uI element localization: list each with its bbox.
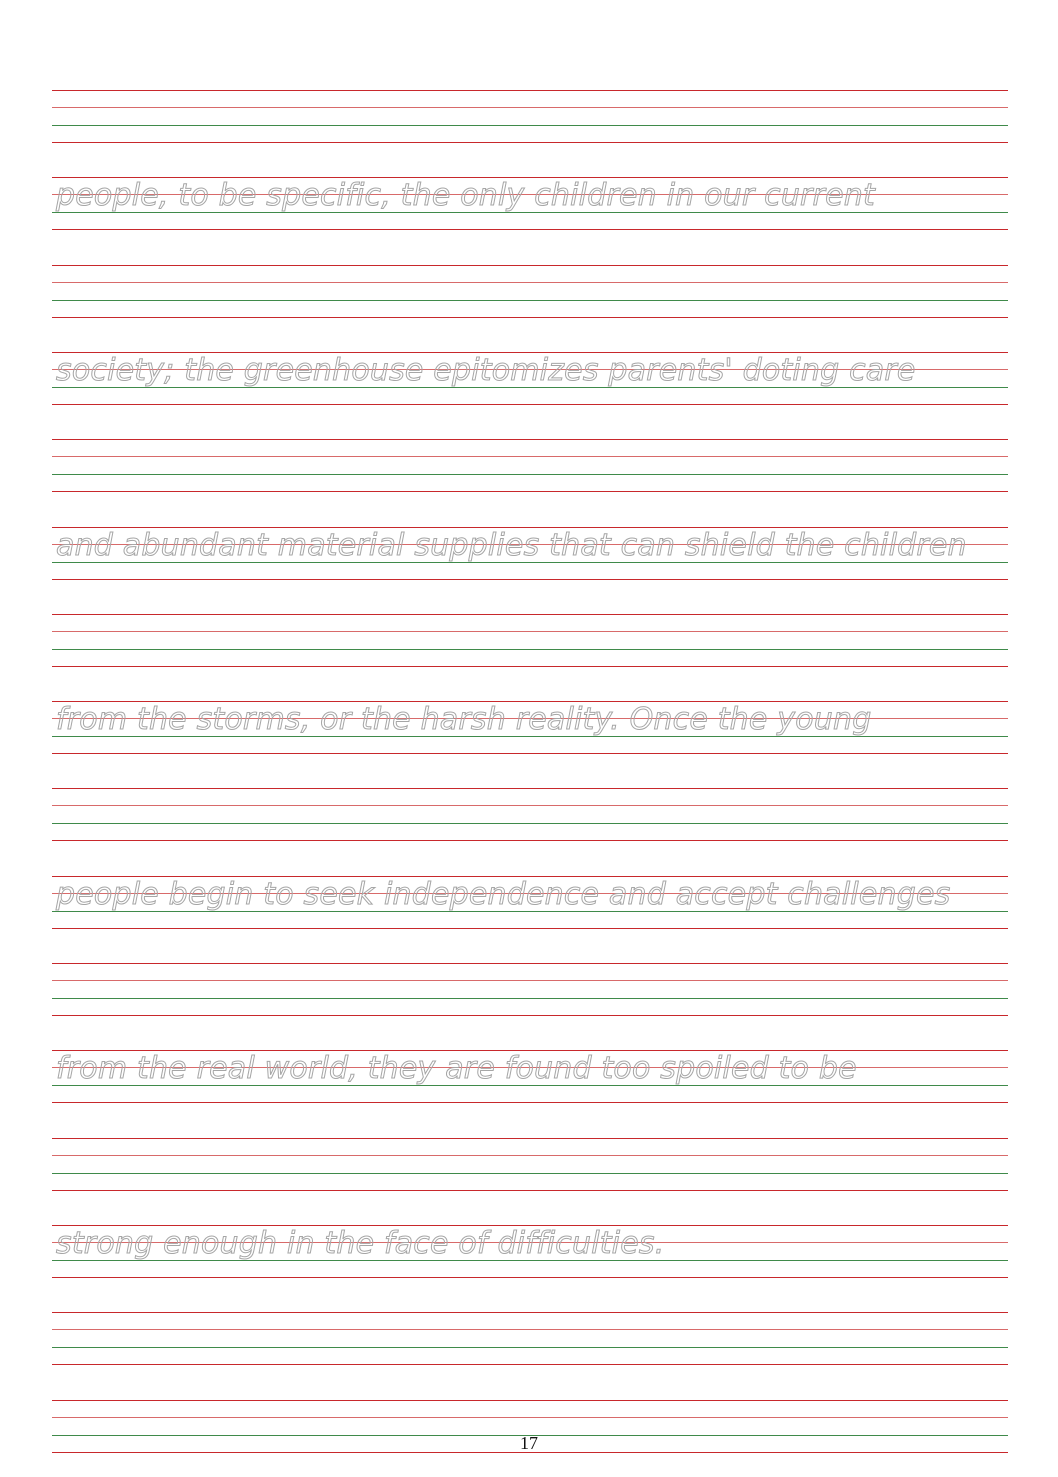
- guide-line-top: [52, 1400, 1008, 1401]
- guide-line-top: [52, 963, 1008, 964]
- guide-line-top: [52, 1138, 1008, 1139]
- writing-row: [52, 265, 1008, 319]
- writing-row: [52, 1225, 1008, 1279]
- page-number: 17: [520, 1433, 538, 1453]
- guide-line-upper: [52, 107, 1008, 108]
- writing-row: [52, 701, 1008, 755]
- guide-line-base: [52, 1173, 1008, 1174]
- guide-line-bottom: [52, 840, 1008, 841]
- guide-line-bottom: [52, 317, 1008, 318]
- guide-line-bottom: [52, 1190, 1008, 1191]
- guide-line-top: [52, 614, 1008, 615]
- tracing-text: from the storms, or the harsh reality. Once the young: [56, 702, 872, 738]
- writing-row: [52, 1312, 1008, 1366]
- writing-row: [52, 177, 1008, 231]
- writing-row: [52, 788, 1008, 842]
- guide-line-top: [52, 788, 1008, 789]
- guide-line-bottom: [52, 1102, 1008, 1103]
- guide-line-top: [52, 265, 1008, 266]
- writing-row: [52, 963, 1008, 1017]
- guide-line-bottom: [52, 404, 1008, 405]
- guide-line-bottom: [52, 928, 1008, 929]
- guide-line-top: [52, 90, 1008, 91]
- tracing-text: from the real world, they are found too spoiled to be: [56, 1051, 857, 1087]
- guide-line-upper: [52, 805, 1008, 806]
- guide-line-bottom: [52, 1277, 1008, 1278]
- guide-line-bottom: [52, 1364, 1008, 1365]
- guide-line-top: [52, 1312, 1008, 1313]
- guide-line-bottom: [52, 491, 1008, 492]
- guide-line-upper: [52, 456, 1008, 457]
- writing-row: [52, 527, 1008, 581]
- guide-line-bottom: [52, 142, 1008, 143]
- tracing-text: and abundant material supplies that can shield the children: [56, 527, 967, 563]
- writing-row: [52, 1138, 1008, 1192]
- tracing-text: people, to be specific, the only children in our current: [56, 178, 875, 214]
- tracing-text: society; the greenhouse epitomizes parents' doting care: [56, 352, 916, 388]
- guide-line-base: [52, 823, 1008, 824]
- guide-line-base: [52, 998, 1008, 999]
- writing-row: [52, 90, 1008, 144]
- writing-row: [52, 352, 1008, 406]
- guide-line-upper: [52, 1329, 1008, 1330]
- guide-line-base: [52, 300, 1008, 301]
- guide-line-upper: [52, 1155, 1008, 1156]
- guide-line-upper: [52, 282, 1008, 283]
- writing-row: [52, 439, 1008, 493]
- tracing-text: strong enough in the face of difficulties.: [56, 1225, 665, 1261]
- guide-line-base: [52, 125, 1008, 126]
- guide-line-top: [52, 439, 1008, 440]
- writing-row: [52, 614, 1008, 668]
- writing-row: [52, 876, 1008, 930]
- guide-line-bottom: [52, 229, 1008, 230]
- guide-line-upper: [52, 980, 1008, 981]
- guide-line-base: [52, 474, 1008, 475]
- guide-line-upper: [52, 1417, 1008, 1418]
- guide-line-base: [52, 649, 1008, 650]
- guide-line-bottom: [52, 753, 1008, 754]
- guide-line-bottom: [52, 579, 1008, 580]
- guide-line-bottom: [52, 1015, 1008, 1016]
- guide-line-bottom: [52, 666, 1008, 667]
- tracing-text: people begin to seek independence and accept challenges: [56, 876, 951, 912]
- writing-row: [52, 1050, 1008, 1104]
- guide-line-upper: [52, 631, 1008, 632]
- guide-line-base: [52, 1347, 1008, 1348]
